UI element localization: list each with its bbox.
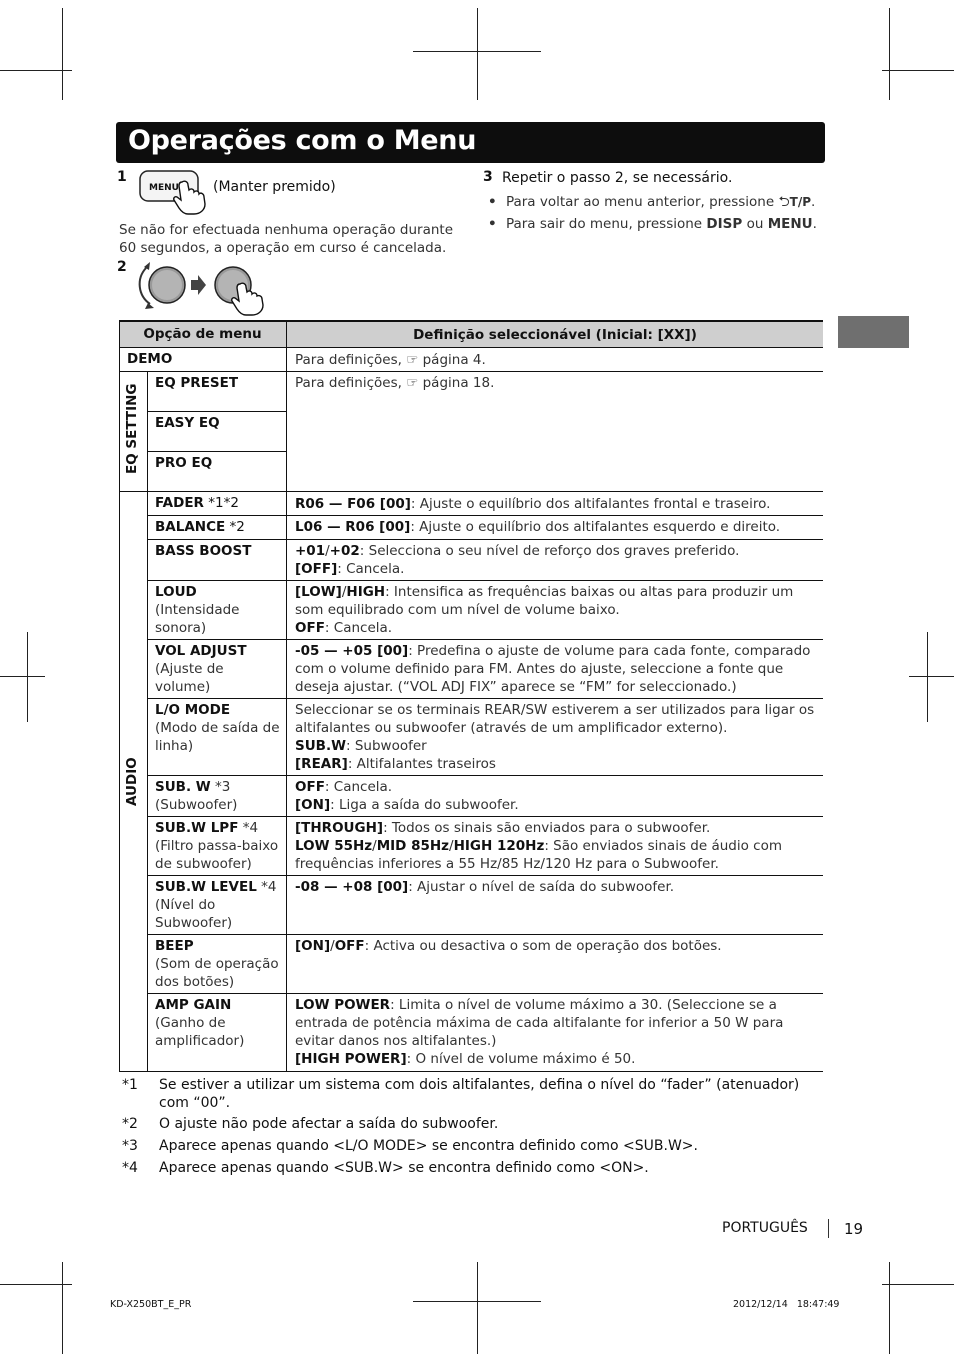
row-vol-adjust-desc: -05 — +05 [00]: Predefina o ajuste de volume para cada fonte, comparado com o volume definido para FM. Antes do ajuste, seleccione a fonte que deseja ajustar. (“VOL ADJ FIX” aparece se “FM” for seleccionado.) bbox=[295, 643, 811, 695]
crop-mark bbox=[927, 632, 928, 722]
bullet-back-end: . bbox=[811, 194, 816, 210]
crop-mark bbox=[882, 70, 954, 71]
footnote-4-mark: *4 bbox=[122, 1160, 138, 1176]
row-vol-adjust-name: VOL ADJUST (Ajuste de volume) bbox=[155, 643, 247, 695]
step-1-text: (Manter premido) bbox=[213, 179, 336, 195]
crop-mark bbox=[477, 1262, 478, 1354]
language-label: PORTUGUÊS bbox=[722, 1220, 808, 1236]
title-bar bbox=[116, 122, 825, 163]
row-balance-name: BALANCE *2 bbox=[155, 519, 245, 535]
footer-timestamp: 2012/12/14 18:47:49 bbox=[733, 1299, 840, 1310]
disp-key: DISP bbox=[706, 216, 743, 232]
crop-mark bbox=[413, 51, 541, 52]
menu-table bbox=[119, 320, 823, 1072]
row-lo-mode-desc: Seleccionar se os terminais REAR/SW estiverem a ser utilizados para ligar os altifalantes ou subwoofer (através de um amplificador externo). SUB.W: Subwoofer [REAR]: Altifalantes traseiros bbox=[295, 702, 815, 772]
row-eq-preset-desc: Para definições, ☞ página 18. bbox=[295, 375, 495, 391]
row-beep-name: BEEP (Som de operação dos botões) bbox=[155, 938, 279, 990]
row-bass-boost-name: BASS BOOST bbox=[155, 543, 252, 559]
step-1-note: Se não for efectuada nenhuma operação durante 60 segundos, a operação em curso é cancelada. bbox=[119, 222, 453, 256]
footnote-2-text: O ajuste não pode afectar a saída do subwoofer. bbox=[159, 1116, 499, 1132]
crop-mark bbox=[889, 8, 890, 100]
footnote-2-mark: *2 bbox=[122, 1116, 138, 1132]
footer-doc-id: KD-X250BT_E_PR bbox=[110, 1299, 192, 1310]
header-option: Opção de menu bbox=[143, 326, 262, 342]
row-sub-w-lpf-desc: [THROUGH]: Todos os sinais são enviados para o subwoofer. LOW 55Hz/MID 85Hz/HIGH 120Hz: São enviados sinais de áudio com frequências inferiores a 55 Hz/85 Hz/120 Hz para o Subwoofer. bbox=[295, 820, 782, 872]
row-sub-w-name: SUB. W *3 (Subwoofer) bbox=[155, 779, 238, 813]
page-title: Operações com o Menu bbox=[128, 125, 477, 156]
bullet-exit-or: ou bbox=[746, 216, 764, 232]
row-easy-eq-name: EASY EQ bbox=[155, 415, 220, 431]
bullet-back-text: Para voltar ao menu anterior, pressione bbox=[505, 194, 775, 210]
footnote-1-mark: *1 bbox=[122, 1077, 138, 1093]
crop-mark bbox=[0, 70, 72, 71]
row-amp-gain-desc: LOW POWER: Limita o nível de volume máximo a 30. (Seleccione se a entrada de potência máxima de cada altifalante for inferior a 50 W para evitar danos nos altifalantes.) [HIGH POWER]: O nível de volume máximo é 50. bbox=[295, 997, 784, 1067]
language-tab bbox=[838, 316, 909, 348]
row-sub-w-level-name: SUB.W LEVEL *4 (Nível do Subwoofer) bbox=[155, 879, 277, 931]
bullet-back: • Para voltar ao menu anterior, pressione ⮌T/P. bbox=[488, 194, 816, 210]
bullet-exit-end: . bbox=[812, 216, 817, 232]
crop-mark bbox=[882, 1284, 954, 1285]
row-lo-mode-name: L/O MODE (Modo de saída de linha) bbox=[155, 702, 280, 754]
crop-mark bbox=[62, 8, 63, 100]
footer-divider bbox=[828, 1219, 829, 1238]
row-eq-preset-name: EQ PRESET bbox=[155, 375, 239, 391]
crop-mark bbox=[27, 632, 28, 722]
crop-mark bbox=[889, 1262, 890, 1354]
row-bass-boost-desc: +01/+02: Selecciona o seu nível de reforço dos graves preferido. [OFF]: Cancela. bbox=[295, 543, 740, 577]
row-beep-desc: [ON]/OFF: Activa ou desactiva o som de operação dos botões. bbox=[295, 938, 722, 954]
bullet-exit-text: Para sair do menu, pressione bbox=[505, 216, 703, 232]
header-setting: Definição seleccionável (Inicial: [XX]) bbox=[413, 327, 697, 343]
row-demo-desc: Para definições, ☞ página 4. bbox=[295, 352, 486, 368]
menu-key: MENU bbox=[767, 216, 813, 232]
row-sub-w-lpf-name: SUB.W LPF *4 (Filtro passa-baixo de subwoofer) bbox=[155, 820, 279, 872]
row-fader-desc: R06 — F06 [00]: Ajuste o equilíbrio dos altifalantes frontal e traseiro. bbox=[295, 496, 771, 512]
group-audio: AUDIO bbox=[124, 757, 140, 806]
menu-button-icon bbox=[138, 168, 218, 216]
menu-button-label: MENU bbox=[149, 183, 179, 193]
step-2-number: 2 bbox=[117, 259, 127, 275]
step-3-text: Repetir o passo 2, se necessário. bbox=[502, 170, 733, 186]
row-fader-name: FADER *1*2 bbox=[155, 495, 239, 511]
row-sub-w-desc: OFF: Cancela. [ON]: Liga a saída do subwoofer. bbox=[295, 779, 519, 813]
back-arrow-icon: ⮌ bbox=[778, 194, 790, 210]
group-eq-setting: EQ SETTING bbox=[124, 383, 140, 474]
rotary-knob-icon bbox=[136, 258, 278, 316]
row-loud-desc: [LOW]/HIGH: Intensifica as frequências baixas ou altas para produzir um som equilibrado com um nível de volume baixo. OFF: Cancela. bbox=[295, 584, 794, 636]
footnote-3-text: Aparece apenas quando <L/O MODE> se encontra definido como <SUB.W>. bbox=[159, 1138, 698, 1154]
crop-mark bbox=[909, 676, 954, 677]
row-sub-w-level-desc: -08 — +08 [00]: Ajustar o nível de saída do subwoofer. bbox=[295, 879, 675, 895]
crop-mark bbox=[0, 676, 45, 677]
crop-mark bbox=[413, 1301, 541, 1302]
step-3-number: 3 bbox=[483, 169, 493, 185]
crop-mark bbox=[0, 1284, 72, 1285]
bullet-exit: • Para sair do menu, pressione DISP ou MENU. bbox=[488, 216, 817, 232]
crop-mark bbox=[62, 1262, 63, 1354]
page-number: 19 bbox=[844, 1220, 864, 1238]
footnote-1-text: Se estiver a utilizar um sistema com dois altifalantes, defina o nível do “fader” (atenuador) com “00”. bbox=[159, 1077, 800, 1111]
footnote-4-text: Aparece apenas quando <SUB.W> se encontra definido como <ON>. bbox=[159, 1160, 649, 1176]
tp-key: T/P bbox=[789, 195, 812, 209]
footnote-3-mark: *3 bbox=[122, 1138, 138, 1154]
row-balance-desc: L06 — R06 [00]: Ajuste o equilíbrio dos altifalantes esquerdo e direito. bbox=[295, 519, 781, 535]
row-demo-name: DEMO bbox=[127, 351, 173, 367]
row-pro-eq-name: PRO EQ bbox=[155, 455, 213, 471]
row-loud-name: LOUD (Intensidade sonora) bbox=[155, 584, 240, 636]
step-1-number: 1 bbox=[117, 169, 127, 185]
row-amp-gain-name: AMP GAIN (Ganho de amplificador) bbox=[155, 997, 245, 1049]
crop-mark bbox=[477, 8, 478, 100]
